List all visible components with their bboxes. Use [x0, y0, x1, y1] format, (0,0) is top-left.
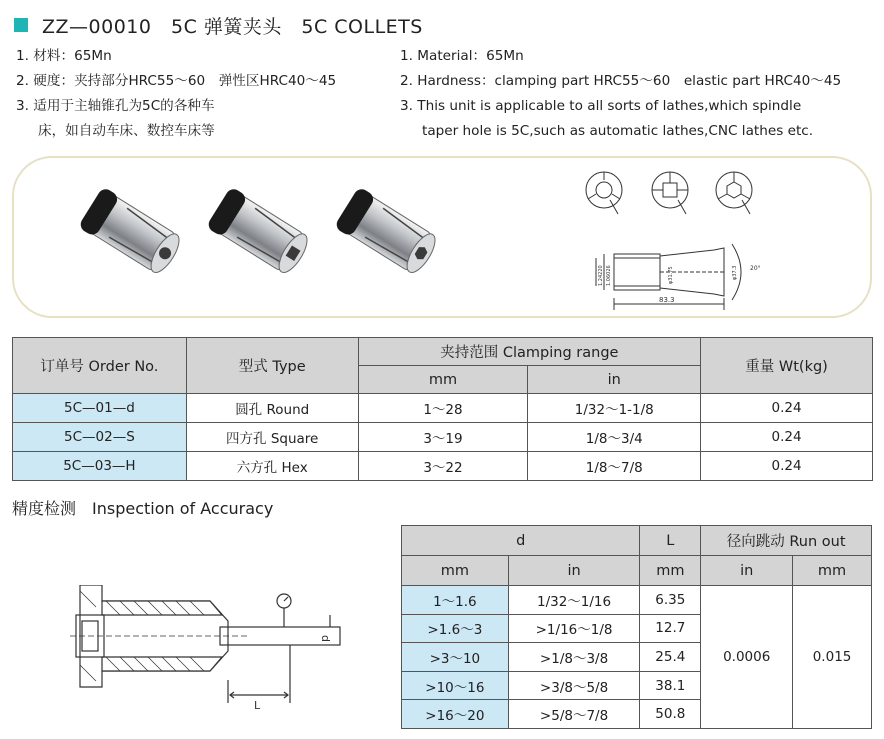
weight-cell: 0.24 — [701, 452, 873, 481]
L-header: L — [640, 526, 701, 556]
order-no-cell: 5C—01—d — [13, 394, 187, 423]
table-row — [402, 586, 872, 615]
range-in-cell: 1/8～3/4 — [528, 423, 701, 452]
d-mm-cell: >3～10 — [402, 643, 509, 672]
L-mm-header: mm — [640, 556, 701, 586]
round-collet-image — [74, 180, 194, 290]
L-cell: 6.35 — [640, 586, 701, 615]
range-in-header: in — [528, 366, 701, 394]
page-title-row — [14, 12, 423, 38]
type-cell: 圆孔 Round — [186, 394, 358, 423]
diameter-dim-label: d — [319, 635, 332, 642]
weight-cell: 0.24 — [701, 394, 873, 423]
runout-header: 径向跳动 Run out — [701, 526, 872, 556]
L-cell: 38.1 — [640, 671, 701, 700]
d-mm-cell: >10～16 — [402, 671, 509, 700]
order-table — [12, 337, 873, 481]
inspection-diagram — [60, 585, 360, 715]
d-mm-header: mm — [402, 556, 509, 586]
d-in-cell: >5/8～7/8 — [508, 700, 640, 729]
spec-cn-4: 床，如自动车床、数控车床等 — [38, 123, 215, 139]
d-mm-cell: >16～20 — [402, 700, 509, 729]
d-mm-cell: >1.6～3 — [402, 614, 509, 643]
L-cell: 25.4 — [640, 643, 701, 672]
drawing-length-label: 83.3 — [659, 296, 675, 304]
range-in-cell: 1/32～1-1/8 — [528, 394, 701, 423]
specs-chinese — [16, 44, 396, 144]
L-cell: 50.8 — [640, 700, 701, 729]
table-row — [13, 394, 873, 423]
collet-technical-drawing — [574, 164, 774, 312]
order-no-header: 订单号 Order No. — [13, 338, 187, 394]
range-mm-cell: 1～28 — [358, 394, 528, 423]
type-header: 型式 Type — [186, 338, 358, 394]
weight-header: 重量 Wt(kg) — [701, 338, 873, 394]
drawing-dia4-label: φ37.3 — [732, 265, 738, 280]
type-cell: 四方孔 Square — [186, 423, 358, 452]
runout-in-cell: 0.0006 — [701, 586, 793, 729]
d-in-cell: >3/8～5/8 — [508, 671, 640, 700]
d-header: d — [402, 526, 640, 556]
spec-en-2: 2. Hardness：clamping part HRC55～60 elastic part HRC40～45 — [400, 73, 842, 89]
d-in-cell: >1/16～1/8 — [508, 614, 640, 643]
range-mm-cell: 3～19 — [358, 423, 528, 452]
range-mm-cell: 3～22 — [358, 452, 528, 481]
square-collet-image — [202, 180, 322, 290]
order-no-cell: 5C—03—H — [13, 452, 187, 481]
length-dim-label: L — [254, 699, 261, 712]
drawing-dia1-label: 1.24220 — [598, 265, 604, 286]
range-mm-header: mm — [358, 366, 528, 394]
spec-en-4: taper hole is 5C,such as automatic lathes,CNC lathes etc. — [422, 123, 814, 139]
title-marker-icon — [14, 18, 28, 32]
inspection-table — [401, 525, 872, 729]
specs-english — [400, 44, 880, 144]
drawing-dia3-label: φ31.75 — [668, 266, 674, 284]
product-image-panel — [12, 156, 872, 318]
d-in-cell: >1/8～3/8 — [508, 643, 640, 672]
spec-cn-1: 1. 材料：65Mn — [16, 48, 112, 64]
d-mm-cell: 1～1.6 — [402, 586, 509, 615]
table-row — [13, 452, 873, 481]
runout-mm-header: mm — [793, 556, 872, 586]
page-title: ZZ—00010 5C 弹簧夹头 5C COLLETS — [42, 15, 423, 38]
d-in-cell: 1/32～1/16 — [508, 586, 640, 615]
order-no-cell: 5C—02—S — [13, 423, 187, 452]
spec-en-3: 3. This unit is applicable to all sorts of lathes,which spindle — [400, 98, 802, 114]
d-in-header: in — [508, 556, 640, 586]
spec-en-1: 1. Material：65Mn — [400, 48, 524, 64]
drawing-angle-label: 20° — [750, 265, 761, 272]
runout-mm-cell: 0.015 — [793, 586, 872, 729]
weight-cell: 0.24 — [701, 423, 873, 452]
clamping-range-header: 夹持范围 Clamping range — [358, 338, 701, 366]
inspection-title: 精度检测 Inspection of Accuracy — [12, 499, 274, 518]
range-in-cell: 1/8～7/8 — [528, 452, 701, 481]
spec-cn-3: 3. 适用于主轴锥孔为5C的各种车 — [16, 98, 215, 114]
drawing-dia2-label: 1.06026 — [606, 265, 612, 286]
table-row — [13, 423, 873, 452]
spec-cn-2: 2. 硬度：夹持部分HRC55～60 弹性区HRC40～45 — [16, 73, 337, 89]
L-cell: 12.7 — [640, 614, 701, 643]
hex-collet-image — [330, 180, 450, 290]
type-cell: 六方孔 Hex — [186, 452, 358, 481]
runout-in-header: in — [701, 556, 793, 586]
